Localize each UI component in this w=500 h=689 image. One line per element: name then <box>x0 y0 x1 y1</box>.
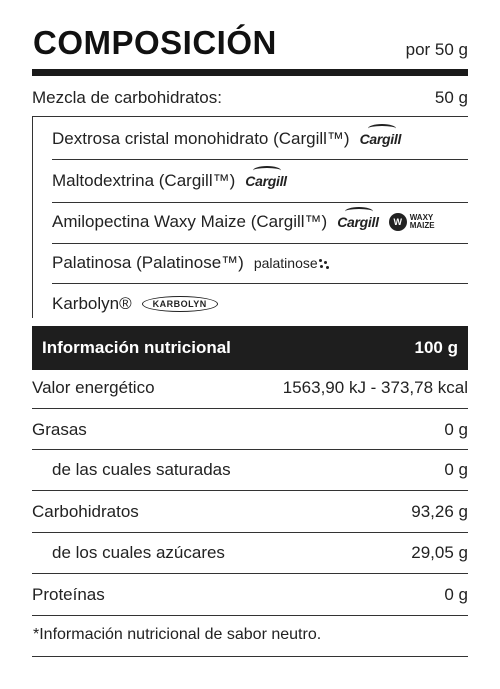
nutrition-value: 1563,90 kJ - 373,78 kcal <box>282 378 468 397</box>
ingredient-item <box>52 166 468 196</box>
page-title: COMPOSICIÓN <box>33 24 277 61</box>
nutrition-header-value: 100 g <box>414 338 458 357</box>
nutrition-label: de los cuales azúcares <box>52 543 225 562</box>
serving-size: por 50 g <box>405 40 468 59</box>
divider <box>32 408 468 409</box>
divider <box>52 202 468 203</box>
carb-mix-label: Mezcla de carbohidratos: <box>32 88 222 107</box>
divider <box>32 490 468 491</box>
cargill-logo: Cargill <box>359 131 402 147</box>
cargill-logo: Cargill <box>245 173 287 189</box>
nutrition-label: Carbohidratos <box>32 502 139 521</box>
nutrition-value: 29,05 g <box>411 543 468 562</box>
nutrition-row <box>32 498 468 526</box>
composition-bracket <box>32 116 33 318</box>
divider <box>32 573 468 574</box>
ingredient-item <box>52 124 468 154</box>
divider <box>52 283 468 284</box>
waxy-maize-logo <box>389 213 435 231</box>
nutrition-label: Valor energético <box>32 378 155 397</box>
ingredient-item <box>52 289 468 319</box>
ingredient-label: Karbolyn® <box>52 294 132 313</box>
divider <box>52 159 468 160</box>
nutrition-row <box>32 374 468 402</box>
carb-mix-row <box>32 84 468 112</box>
title-divider <box>32 69 468 76</box>
nutrition-row <box>32 416 468 444</box>
waxy-text-top: WAXY <box>409 213 434 222</box>
karbolyn-logo: KARBOLYN <box>142 296 218 312</box>
nutrition-label: Proteínas <box>32 585 105 604</box>
ingredient-label: Dextrosa cristal monohidrato (Cargill™) <box>52 129 350 148</box>
nutrition-value: 0 g <box>444 460 468 479</box>
nutrition-header-bar <box>32 326 468 370</box>
nutrition-subrow <box>52 456 468 484</box>
footnote: *Información nutricional de sabor neutro. <box>33 626 322 643</box>
nutrition-value: 0 g <box>444 585 468 604</box>
ingredient-label: Amilopectina Waxy Maize (Cargill™) <box>52 212 328 231</box>
waxy-maize-text <box>410 214 435 230</box>
divider <box>32 449 468 450</box>
ingredient-label: Maltodextrina (Cargill™) <box>52 171 236 190</box>
divider <box>32 532 468 533</box>
nutrition-subrow <box>52 539 468 567</box>
divider <box>32 656 468 657</box>
palatinose-logo <box>254 255 332 271</box>
divider <box>32 116 468 117</box>
divider <box>32 615 468 616</box>
nutrition-header-label: Información nutricional <box>42 338 231 357</box>
nutrition-value: 93,26 g <box>411 502 468 521</box>
palatinose-logo-text: palatinose <box>253 255 318 271</box>
waxy-maize-icon: W <box>389 213 407 231</box>
nutrition-value: 0 g <box>444 420 468 439</box>
nutrition-row <box>32 581 468 609</box>
palatinose-dots-icon <box>318 259 332 269</box>
cargill-logo: Cargill <box>337 214 379 230</box>
nutrition-label: de las cuales saturadas <box>52 460 231 479</box>
divider <box>52 243 468 244</box>
nutrition-label: Grasas <box>32 420 87 439</box>
ingredient-item <box>52 207 468 237</box>
carb-mix-value: 50 g <box>434 88 468 107</box>
waxy-text-bottom: MAIZE <box>409 221 435 230</box>
ingredient-item <box>52 248 468 278</box>
ingredient-label: Palatinosa (Palatinose™) <box>52 253 244 272</box>
